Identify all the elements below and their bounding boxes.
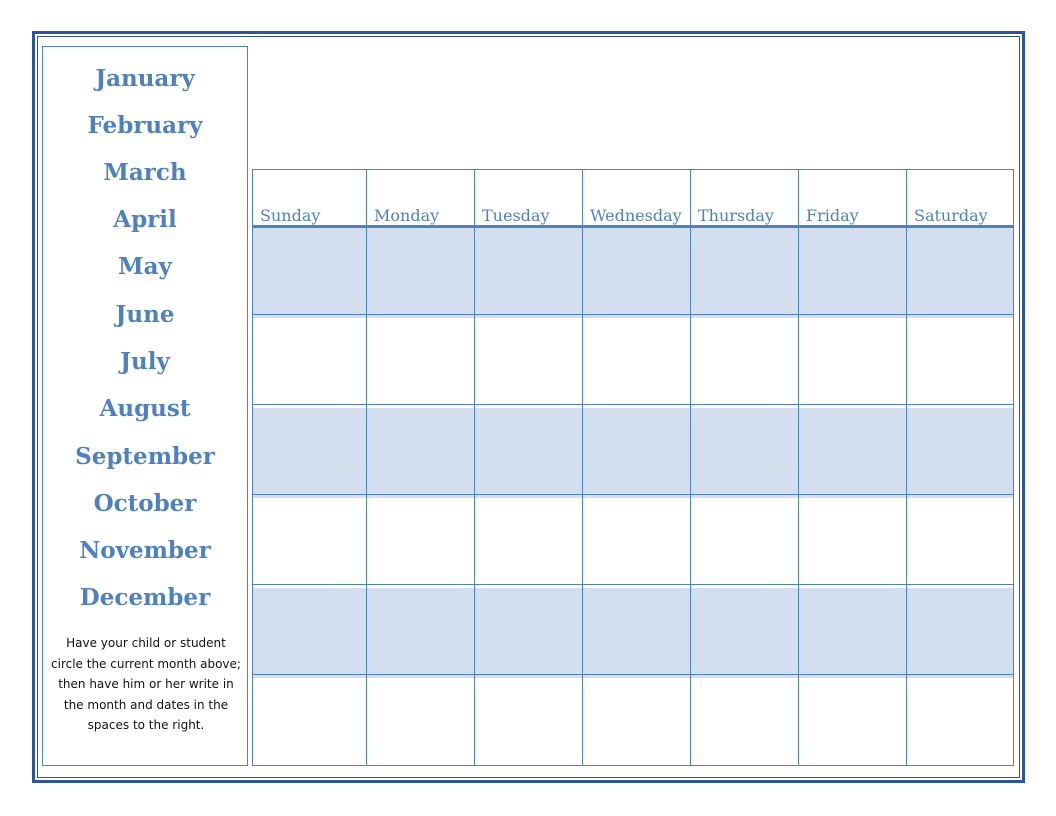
- day-header-thursday: [691, 170, 798, 226]
- month-november[interactable]: November: [79, 537, 211, 564]
- row-divider: [253, 314, 1013, 315]
- row-divider: [253, 674, 1013, 675]
- week-row: [253, 678, 1013, 768]
- column-divider: [798, 170, 799, 765]
- month-january[interactable]: January: [95, 65, 195, 92]
- week-row: [253, 318, 1013, 408]
- row-divider: [253, 494, 1013, 495]
- day-header-monday: [367, 170, 474, 226]
- month-october[interactable]: October: [93, 490, 197, 517]
- instructions: [49, 633, 243, 736]
- month-july[interactable]: July: [120, 348, 170, 375]
- row-divider: [253, 584, 1013, 585]
- column-divider: [582, 170, 583, 765]
- column-divider: [474, 170, 475, 765]
- month-panel: [42, 46, 248, 766]
- day-header-friday: [799, 170, 906, 226]
- instructions-line: then have him or her write in: [58, 677, 234, 691]
- instructions-line: Have your child or student: [66, 636, 226, 650]
- week-row: [253, 408, 1013, 498]
- day-label: Monday: [374, 206, 440, 225]
- column-divider: [366, 170, 367, 765]
- day-header-tuesday: [475, 170, 582, 226]
- month-may[interactable]: May: [118, 253, 172, 280]
- calendar-grid: [252, 169, 1014, 766]
- month-august[interactable]: August: [99, 395, 191, 422]
- day-label: Saturday: [914, 206, 988, 225]
- day-label: Thursday: [698, 206, 774, 225]
- column-divider: [906, 170, 907, 765]
- day-header-sunday: [253, 170, 366, 226]
- month-september[interactable]: September: [75, 443, 215, 470]
- month-april[interactable]: April: [113, 206, 177, 233]
- day-label: Friday: [806, 206, 859, 225]
- day-header-saturday: [907, 170, 1014, 226]
- header-rule: [253, 225, 1013, 228]
- month-december[interactable]: December: [79, 584, 211, 611]
- day-label: Tuesday: [482, 206, 550, 225]
- day-header-wednesday: [583, 170, 690, 226]
- row-divider: [253, 404, 1013, 405]
- week-row: [253, 588, 1013, 678]
- day-label: Sunday: [260, 206, 321, 225]
- week-row: [253, 228, 1013, 318]
- month-june[interactable]: June: [115, 301, 175, 328]
- instructions-line: circle the current month above;: [51, 656, 241, 671]
- column-divider: [690, 170, 691, 765]
- month-march[interactable]: March: [103, 159, 187, 186]
- week-row: [253, 498, 1013, 588]
- instructions-line: spaces to the right.: [87, 718, 205, 732]
- day-label: Wednesday: [590, 206, 682, 225]
- instructions-line: the month and dates in the: [63, 697, 229, 712]
- month-february[interactable]: February: [87, 112, 203, 139]
